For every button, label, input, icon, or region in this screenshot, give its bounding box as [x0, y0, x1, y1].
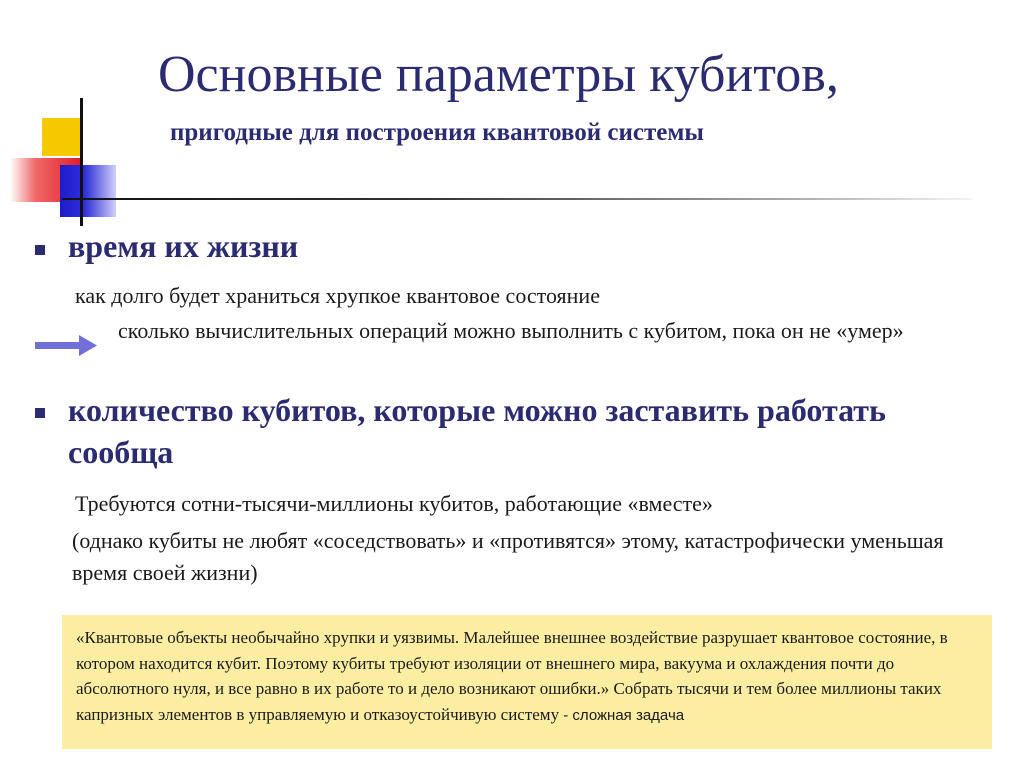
slide-subtitle: пригодные для построения квантовой системы [170, 119, 704, 146]
slide-title: Основные параметры кубитов, [158, 46, 839, 103]
decor-vertical-line [80, 98, 83, 226]
quote-tail: - сложная задача [559, 706, 685, 724]
quote-box [62, 615, 992, 749]
bullet-text: (однако кубиты не любят «соседствовать» и «противятся» этому, катастрофически уменьшая время своей жизни) [72, 528, 944, 585]
right-arrow-icon [35, 334, 97, 356]
bullet-heading-qubit-count: количество кубитов, которые можно заставить работать сообща [68, 392, 886, 470]
bullet-square-icon [35, 245, 45, 255]
bullet-heading-lifetime: время их жизни [68, 228, 299, 264]
bullet-text: сколько вычислительных операций можно выполнить с кубитом, пока он не «умер» [118, 318, 904, 343]
quote-main: «Квантовые объекты необычайно хрупки и уязвимы. Малейшее внешнее воздействие разрушает квантовое состояние, в котором находится кубит. Поэтому кубиты требуют изоляции от внешнего мира, вакуума и охлаждения почти до абсолютного нуля, и все равно в их работе то и дело возникают ошибки.» Собрать тысячи и тем более миллионы таких капризных элементов в управляемую и отказоустойчивую систему [76, 628, 948, 724]
bullet-square-icon [35, 408, 45, 418]
bullet-text: Требуются сотни-тысячи-миллионы кубитов, работающие «вместе» [75, 491, 713, 516]
decor-yellow-square [42, 118, 80, 156]
bullet-text: как долго будет храниться хрупкое квантовое состояние [75, 283, 600, 308]
quote-text [76, 625, 978, 727]
title-underline [62, 198, 972, 200]
decor-blue-square [60, 165, 116, 217]
